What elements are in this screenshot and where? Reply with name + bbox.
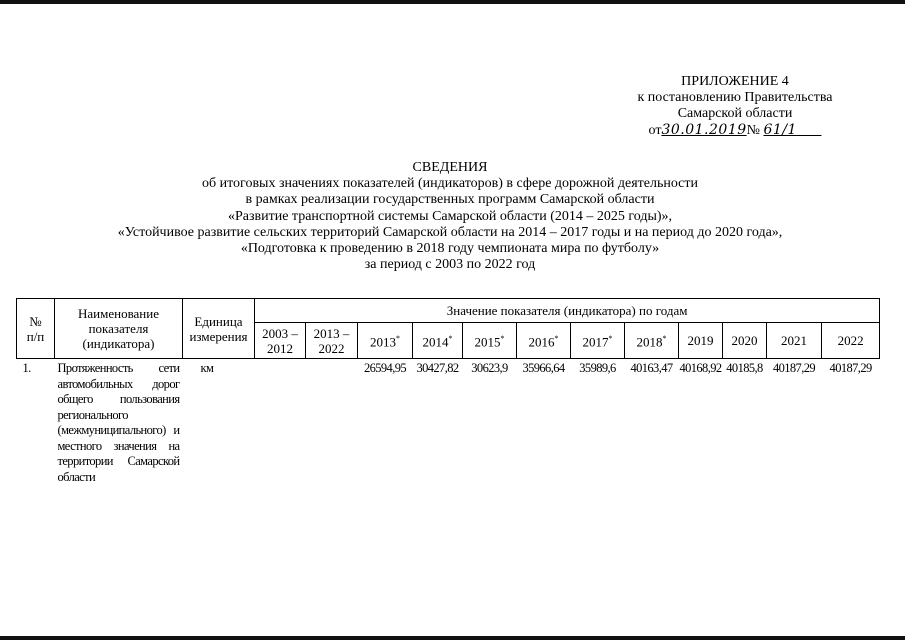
year-header: 2018* [625, 323, 679, 359]
row-value: 26594,95 [363, 361, 407, 375]
year-header: 2021 [767, 323, 822, 359]
row-value: 40185,8 [726, 361, 763, 375]
table-row [17, 359, 880, 486]
indicators-table [16, 298, 880, 485]
appendix-line-2: Самарской области [677, 106, 793, 121]
header-num: № п/п [17, 299, 55, 359]
header-values-group: Значение показателя (индикатора) по годам [255, 299, 880, 323]
year-header: 2020 [723, 323, 767, 359]
from-prefix: от [648, 123, 662, 138]
top-border [0, 0, 905, 4]
appendix-block [600, 74, 870, 139]
document-heading [60, 160, 840, 273]
heading-line: «Развитие транспортной системы Самарской области (2014 – 2025 годы)», [227, 208, 673, 224]
heading-line: «Подготовка к проведению в 2018 году чемпионата мира по футболу» [240, 241, 660, 257]
row-num: 1. [22, 361, 31, 375]
year-header: 2013 – 2022 [306, 323, 358, 359]
handwritten-date: 30.01.2019 [661, 122, 747, 138]
appendix-line-1: к постановлению Правительства [637, 90, 833, 105]
row-value: 30427,82 [416, 361, 459, 375]
row-value [306, 359, 358, 486]
year-header: 2017* [571, 323, 625, 359]
header-name: Наименование показателя (индикатора) [55, 299, 183, 359]
heading-line: за период с 2003 по 2022 год [364, 257, 536, 273]
row-value: 40163,47 [630, 361, 673, 375]
row-value: 40168,92 [679, 361, 722, 375]
row-value: 40187,29 [829, 361, 872, 375]
row-value: 30623,9 [471, 361, 508, 375]
number-prefix: № [746, 123, 760, 138]
heading-line: в рамках реализации государственных программ Самарской области [245, 192, 655, 208]
row-name: Протяженность сети автомобильных дорог общего пользования регионального (межмуниципального) и местного значения на территории Самарской области [57, 361, 180, 484]
year-header: 2016* [517, 323, 571, 359]
row-value [255, 359, 306, 486]
row-value: 35989,6 [579, 361, 616, 375]
year-header: 2013* [358, 323, 413, 359]
year-header: 2019 [679, 323, 723, 359]
year-header: 2022 [822, 323, 880, 359]
appendix-title: ПРИЛОЖЕНИЕ 4 [681, 74, 789, 89]
heading-line: «Устойчивое развитие сельских территорий Самарской области на 2014 – 2017 годы и на период до 2020 года», [117, 224, 783, 240]
row-value: 40187,29 [772, 361, 816, 375]
year-header: 2014* [413, 323, 463, 359]
row-unit: км [200, 361, 214, 375]
row-value: 35966,64 [522, 361, 565, 375]
bottom-border [0, 636, 905, 640]
year-header: 2015* [463, 323, 517, 359]
year-header: 2003 – 2012 [255, 323, 306, 359]
appendix-date-number [649, 122, 822, 139]
heading-title: СВЕДЕНИЯ [412, 160, 488, 175]
handwritten-number: 61/1 [763, 122, 797, 138]
header-unit: Единица измерения [183, 299, 255, 359]
heading-line: об итоговых значениях показателей (индикаторов) в сфере дорожной деятельности [202, 176, 698, 192]
